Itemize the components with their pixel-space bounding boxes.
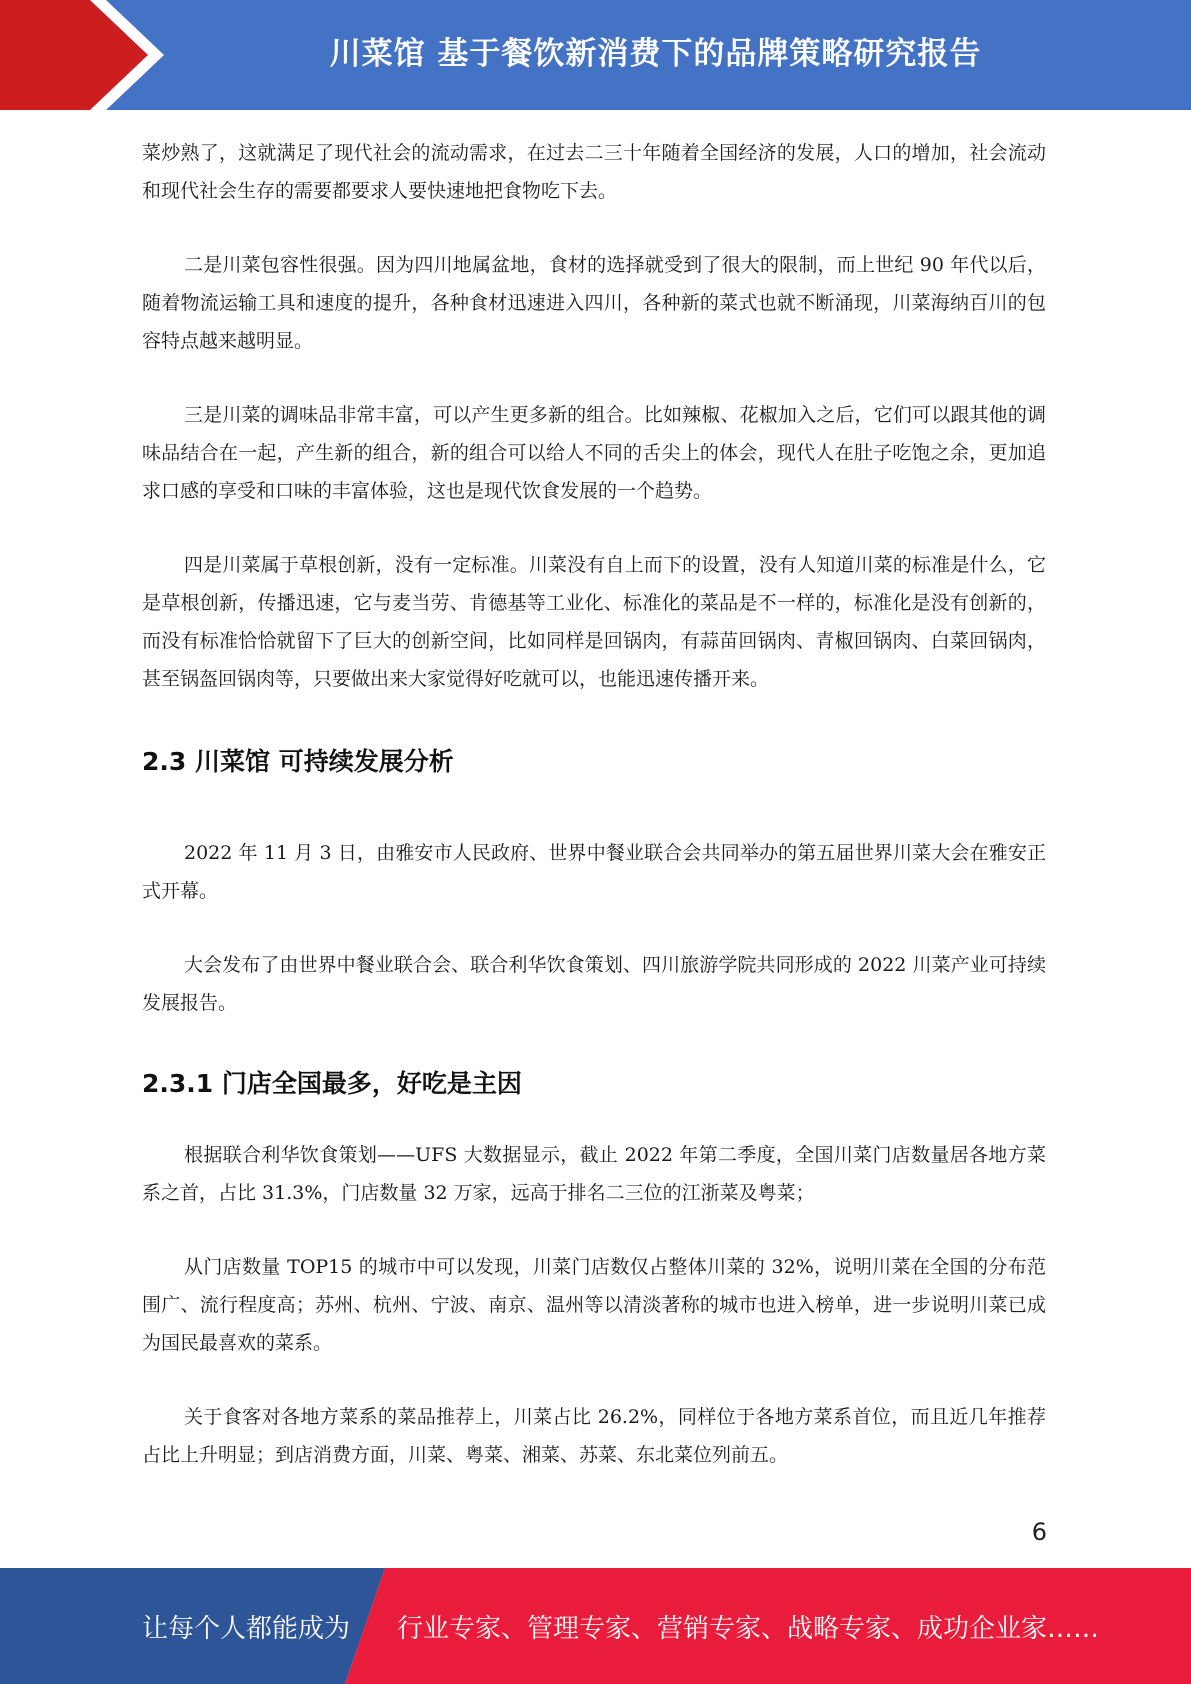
paragraph: 菜炒熟了，这就满足了现代社会的流动需求，在过去二三十年随着全国经济的发展，人口的增加，社会流动和现代社会生存的需要都要求人要快速地把食物吃下去。 bbox=[142, 142, 1046, 202]
paragraph: 四是川菜属于草根创新，没有一定标准。川菜没有自上而下的设置，没有人知道川菜的标准是什么，它是草根创新，传播迅速，它与麦当劳、肯德基等工业化、标准化的菜品是不一样的，标准化是没有创新的，而没有标准恰恰就留下了巨大的创新空间，比如同样是回锅肉，有蒜苗回锅肉、青椒回锅肉、白菜回锅肉，甚至锅盔回锅肉等，只要做出来大家觉得好吃就可以，也能迅速传播开来。 bbox=[142, 554, 1046, 690]
page-number: 6 bbox=[1031, 1518, 1047, 1546]
footer-slogan-left: 让每个人都能成为 bbox=[142, 1613, 351, 1644]
document-body bbox=[142, 134, 1046, 1474]
footer-slogan-right: 行业专家、管理专家、营销专家、战略专家、成功企业家…… bbox=[397, 1613, 1100, 1644]
paragraph: 二是川菜包容性很强。因为四川地属盆地，食材的选择就受到了很大的限制，而上世纪 90 年代以后，随着物流运输工具和速度的提升，各种食材迅速进入四川，各种新的菜式也就不断涌现，川菜海纳百川的包容特点越来越明显。 bbox=[142, 254, 1046, 352]
header-arrow-decoration bbox=[0, 0, 170, 110]
paragraph: 三是川菜的调味品非常丰富，可以产生更多新的组合。比如辣椒、花椒加入之后，它们可以跟其他的调味品结合在一起，产生新的组合，新的组合可以给人不同的舌尖上的体会，现代人在肚子吃饱之余，更加追求口感的享受和口味的丰富体验，这也是现代饮食发展的一个趋势。 bbox=[142, 404, 1046, 502]
paragraph: 从门店数量 TOP15 的城市中可以发现，川菜门店数仅占整体川菜的 32%，说明川菜在全国的分布范围广、流行程度高；苏州、杭州、宁波、南京、温州等以清淡著称的城市也进入榜单，进一步说明川菜已成为国民最喜欢的菜系。 bbox=[142, 1256, 1046, 1354]
paragraph: 大会发布了由世界中餐业联合会、联合利华饮食策划、四川旅游学院共同形成的 2022 川菜产业可持续发展报告。 bbox=[142, 954, 1046, 1014]
page-header bbox=[0, 0, 1191, 110]
page-footer bbox=[0, 1568, 1191, 1684]
subsection-heading: 2.3.1 门店全国最多，好吃是主因 bbox=[142, 1069, 522, 1098]
paragraph: 2022 年 11 月 3 日，由雅安市人民政府、世界中餐业联合会共同举办的第五届世界川菜大会在雅安正式开幕。 bbox=[142, 842, 1046, 902]
paragraph: 根据联合利华饮食策划——UFS 大数据显示，截止 2022 年第二季度，全国川菜门店数量居各地方菜系之首，占比 31.3%，门店数量 32 万家，远高于排名二三位的江浙菜及粤菜； bbox=[142, 1144, 1046, 1204]
section-heading: 2.3 川菜馆 可持续发展分析 bbox=[142, 747, 454, 776]
paragraph: 关于食客对各地方菜系的菜品推荐上，川菜占比 26.2%，同样位于各地方菜系首位，而且近几年推荐占比上升明显；到店消费方面，川菜、粤菜、湘菜、苏菜、东北菜位列前五。 bbox=[142, 1406, 1046, 1466]
report-title: 川菜馆 基于餐饮新消费下的品牌策略研究报告 bbox=[329, 35, 982, 72]
